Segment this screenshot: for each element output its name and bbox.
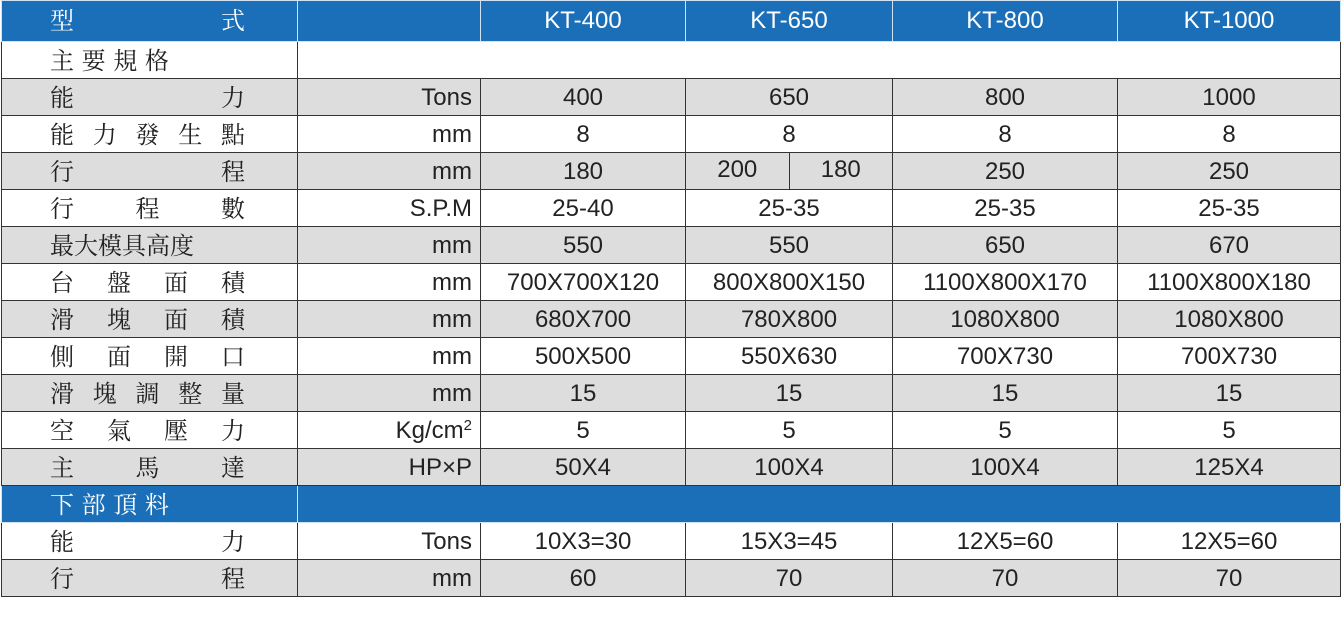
spec-row-rating-point	[2, 116, 1341, 153]
value-cell: 100X4	[686, 449, 893, 486]
value-cell: 700X700X120	[481, 264, 686, 301]
row-unit: mm	[298, 560, 481, 597]
row-unit: mm	[298, 227, 481, 264]
value-cell: 550	[481, 227, 686, 264]
section-lower-blank	[298, 486, 1341, 523]
spec-row-bolster-area	[2, 264, 1341, 301]
value-cell: 680X700	[481, 301, 686, 338]
value-cell: 25-35	[893, 190, 1118, 227]
row-unit: Tons	[298, 79, 481, 116]
row-label: 主 馬 達	[2, 449, 298, 486]
spec-row-ejector-stroke	[2, 560, 1341, 597]
value-cell: 5	[1118, 412, 1341, 449]
section-main-row	[2, 42, 1341, 79]
value-cell: 8	[686, 116, 893, 153]
model-kt-1000: KT-1000	[1118, 1, 1341, 42]
row-label: 台 盤 面 積	[2, 264, 298, 301]
row-label: 空 氣 壓 力	[2, 412, 298, 449]
value-cell: 50X4	[481, 449, 686, 486]
spec-row-slide-adjustment	[2, 375, 1341, 412]
spec-row-main-motor	[2, 449, 1341, 486]
row-label: 能 力	[2, 523, 298, 560]
value-cell: 550X630	[686, 338, 893, 375]
value-cell: 1100X800X170	[893, 264, 1118, 301]
row-label: 行 程 數	[2, 190, 298, 227]
spec-row-strokes-per-minute	[2, 190, 1341, 227]
spec-row-air-pressure	[2, 412, 1341, 449]
spec-table	[1, 0, 1341, 597]
value-cell: 180	[481, 153, 686, 190]
value-cell: 5	[686, 412, 893, 449]
value-cell: 25-40	[481, 190, 686, 227]
value-cell: 5	[481, 412, 686, 449]
section-lower-row	[2, 486, 1341, 523]
row-unit: mm	[298, 264, 481, 301]
row-label: 行 程	[2, 153, 298, 190]
value-cell: 250	[1118, 153, 1341, 190]
value-cell: 1080X800	[1118, 301, 1341, 338]
row-label: 能力發生點	[2, 116, 298, 153]
value-cell: 12X5=60	[1118, 523, 1341, 560]
spec-row-stroke	[2, 153, 1341, 190]
value-cell: 15	[1118, 375, 1341, 412]
value-cell: 60	[481, 560, 686, 597]
section-main-label: 主 要 規 格	[2, 42, 298, 79]
value-cell-left: 200	[686, 153, 790, 189]
value-cell: 25-35	[686, 190, 893, 227]
value-cell: 70	[686, 560, 893, 597]
row-unit: mm	[298, 338, 481, 375]
value-cell: 250	[893, 153, 1118, 190]
value-cell: 700X730	[893, 338, 1118, 375]
value-cell: 8	[481, 116, 686, 153]
value-cell: 8	[893, 116, 1118, 153]
value-cell: 15X3=45	[686, 523, 893, 560]
spec-row-side-opening	[2, 338, 1341, 375]
row-label: 側 面 開 口	[2, 338, 298, 375]
value-cell: 100X4	[893, 449, 1118, 486]
value-cell: 70	[893, 560, 1118, 597]
spec-row-capacity	[2, 79, 1341, 116]
value-cell: 12X5=60	[893, 523, 1118, 560]
value-cell: 125X4	[1118, 449, 1341, 486]
row-unit: mm	[298, 116, 481, 153]
value-cell: 800	[893, 79, 1118, 116]
spec-row-die-height	[2, 227, 1341, 264]
value-cell: 650	[893, 227, 1118, 264]
value-cell: 800X800X150	[686, 264, 893, 301]
value-cell-split	[686, 153, 893, 190]
value-cell: 15	[481, 375, 686, 412]
row-unit: S.P.M	[298, 190, 481, 227]
row-unit: mm	[298, 301, 481, 338]
value-cell-right: 180	[820, 156, 861, 183]
value-cell: 1080X800	[893, 301, 1118, 338]
row-label: 滑 塊 面 積	[2, 301, 298, 338]
header-row	[2, 1, 1341, 42]
header-unit-cell	[298, 1, 481, 42]
value-cell: 15	[686, 375, 893, 412]
section-main-blank	[298, 42, 1341, 79]
value-cell: 8	[1118, 116, 1341, 153]
value-cell: 1000	[1118, 79, 1341, 116]
row-unit-superscript: 2	[463, 417, 472, 434]
value-cell: 650	[686, 79, 893, 116]
value-cell: 5	[893, 412, 1118, 449]
row-label: 最大模具高度	[2, 227, 298, 264]
model-kt-400: KT-400	[481, 1, 686, 42]
model-label: 型 式	[2, 1, 298, 42]
value-cell: 400	[481, 79, 686, 116]
spec-row-ejector-capacity	[2, 523, 1341, 560]
row-label: 行 程	[2, 560, 298, 597]
model-kt-650: KT-650	[686, 1, 893, 42]
row-unit: mm	[298, 375, 481, 412]
value-cell: 70	[1118, 560, 1341, 597]
section-lower-label: 下 部 頂 料	[2, 486, 298, 523]
value-cell: 700X730	[1118, 338, 1341, 375]
row-unit	[298, 412, 481, 449]
row-unit: mm	[298, 153, 481, 190]
spec-row-slide-area	[2, 301, 1341, 338]
value-cell: 780X800	[686, 301, 893, 338]
row-unit: Tons	[298, 523, 481, 560]
model-kt-800: KT-800	[893, 1, 1118, 42]
row-label: 能 力	[2, 79, 298, 116]
value-cell: 670	[1118, 227, 1341, 264]
value-cell: 500X500	[481, 338, 686, 375]
value-cell: 550	[686, 227, 893, 264]
value-cell: 1100X800X180	[1118, 264, 1341, 301]
row-label: 滑塊調整量	[2, 375, 298, 412]
value-cell: 15	[893, 375, 1118, 412]
value-cell: 10X3=30	[481, 523, 686, 560]
row-unit-text: Kg/cm	[395, 417, 464, 444]
value-cell: 25-35	[1118, 190, 1341, 227]
row-unit: HP×P	[298, 449, 481, 486]
